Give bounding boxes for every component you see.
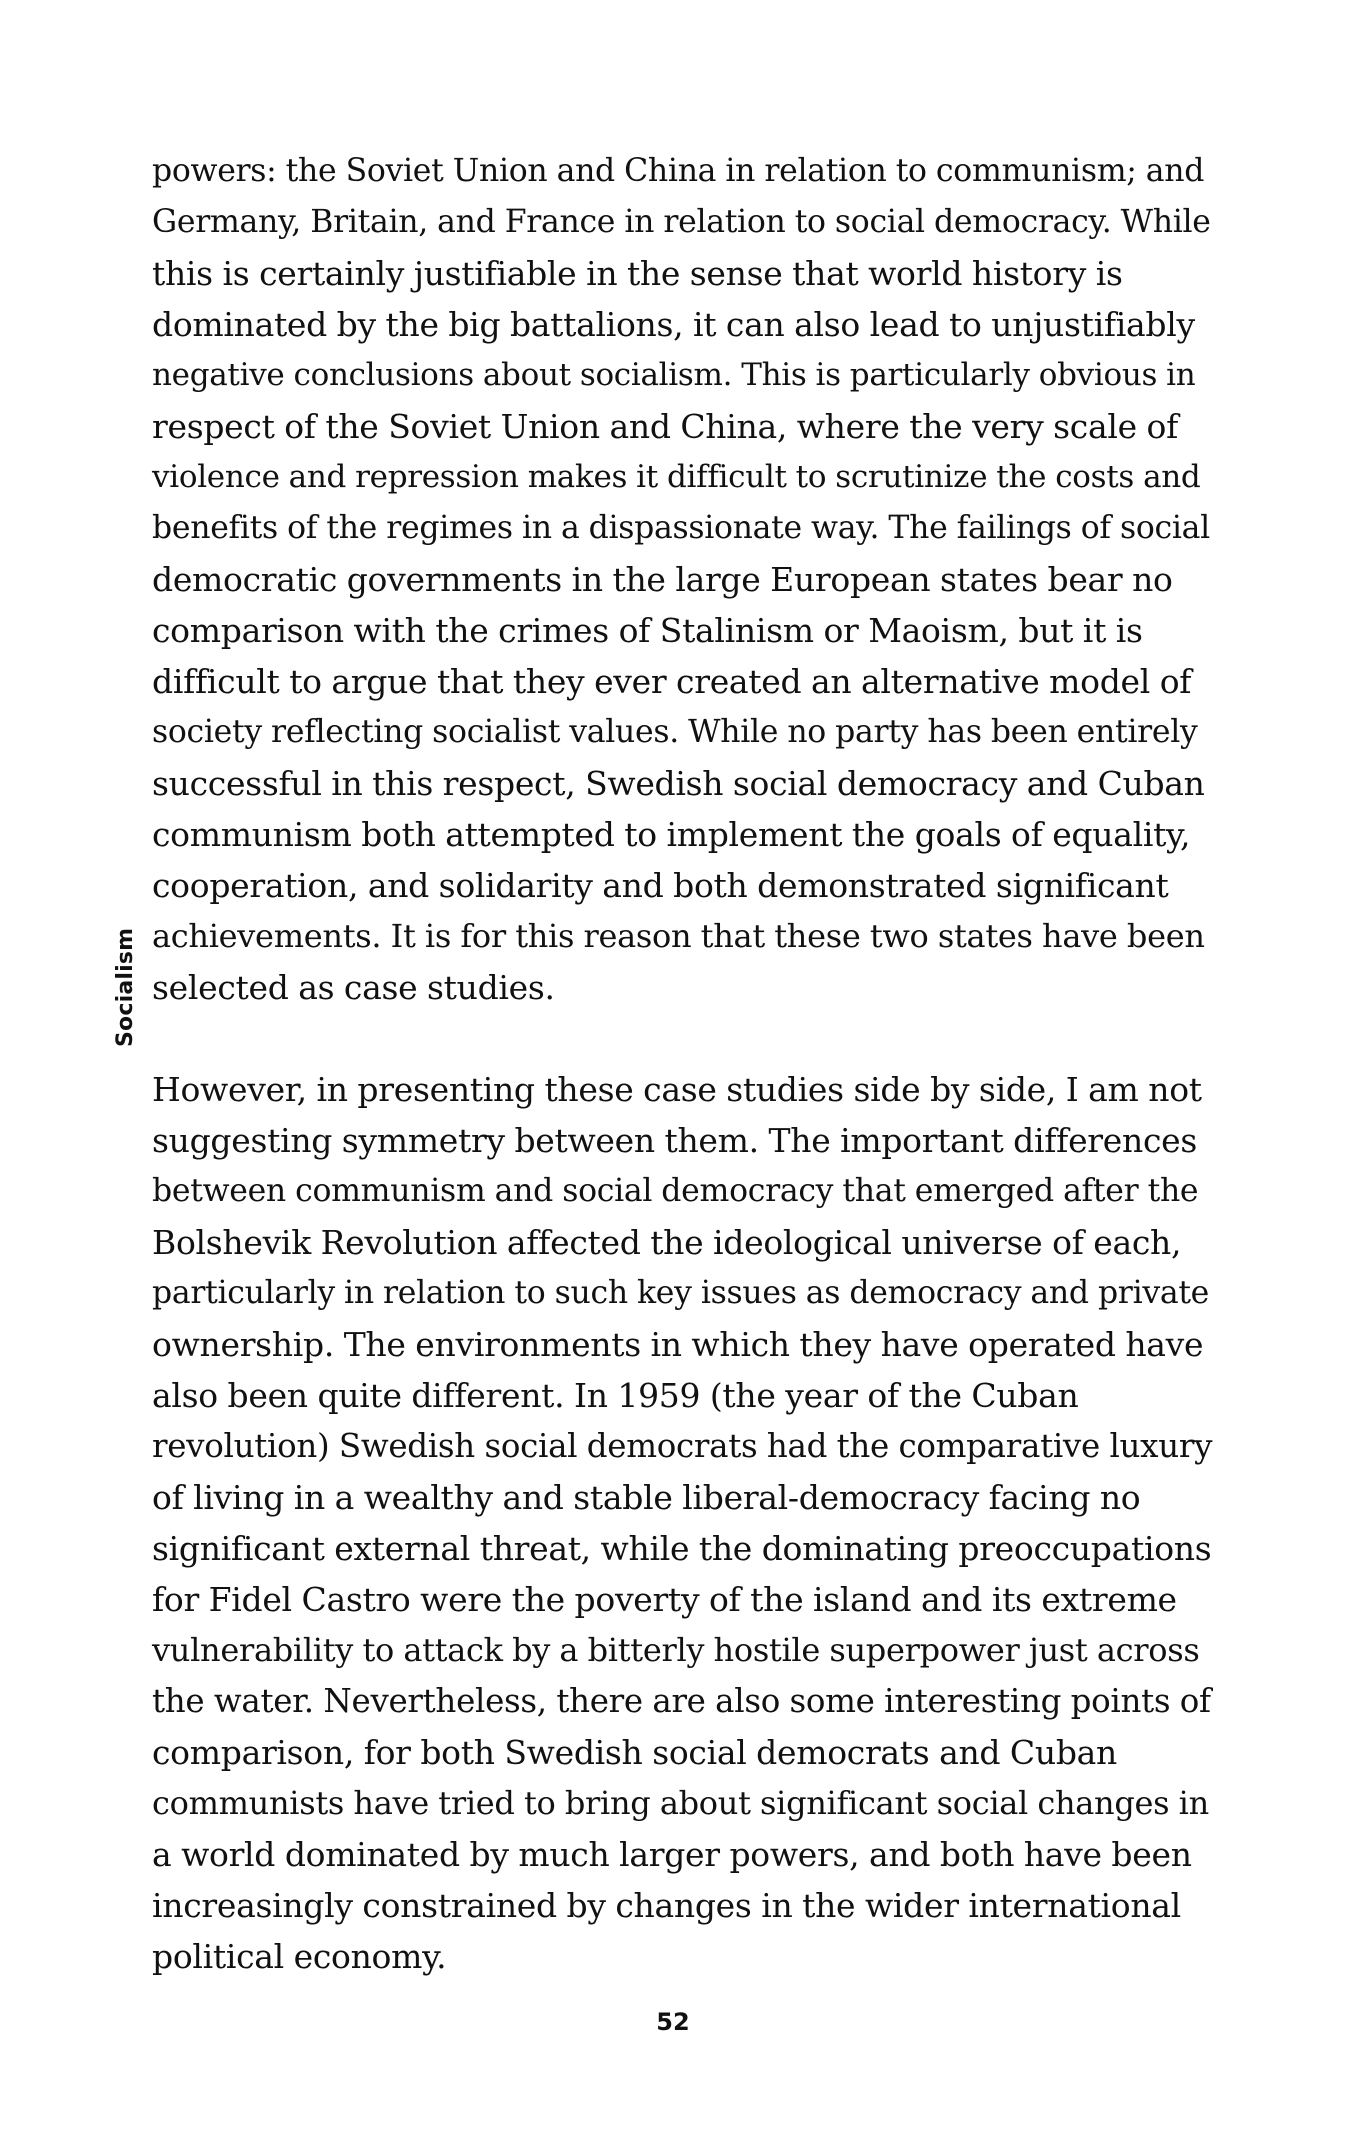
- paragraph-gap: [152, 1013, 1212, 1064]
- text-line: successful in this respect, Swedish social democracy and Cuban: [152, 764, 1205, 803]
- text-line: for Fidel Castro were the poverty of the island and its extreme: [152, 1580, 1177, 1619]
- running-head: Socialism: [113, 927, 138, 1047]
- text-line: society reflecting socialist values. While no party has been entirely: [152, 714, 1198, 750]
- text-line: benefits of the regimes in a dispassionate way. The failings of social: [152, 510, 1210, 546]
- text-line: negative conclusions about socialism. This is particularly obvious in: [152, 357, 1196, 393]
- text-line: respect of the Soviet Union and China, where the very scale of: [152, 407, 1179, 446]
- text-line: Bolshevik Revolution affected the ideological universe of each,: [152, 1223, 1182, 1262]
- text-line: powers: the Soviet Union and China in relation to communism; and: [152, 153, 1205, 189]
- text-line: increasingly constrained by changes in the wider international: [152, 1886, 1181, 1925]
- text-line: communists have tried to bring about significant social changes in: [152, 1784, 1209, 1822]
- paragraph-1: [152, 146, 1212, 1013]
- text-line: political economy.: [152, 1937, 447, 1976]
- text-line: comparison with the crimes of Stalinism or Maoism, but it is: [152, 611, 1143, 650]
- text-line: a world dominated by much larger powers, and both have been: [152, 1835, 1192, 1874]
- body-text: [152, 146, 1212, 1982]
- text-line: this is certainly justifiable in the sense that world history is: [152, 254, 1123, 293]
- text-line: difficult to argue that they ever created an alternative model of: [152, 662, 1192, 701]
- text-line: also been quite different. In 1959 (the year of the Cuban: [152, 1376, 1079, 1415]
- text-line: revolution) Swedish social democrats had the comparative luxury: [152, 1427, 1213, 1465]
- text-line: of living in a wealthy and stable liberal-democracy facing no: [152, 1478, 1141, 1517]
- text-line: the water. Nevertheless, there are also some interesting points of: [152, 1682, 1211, 1720]
- text-line: achievements. It is for this reason that these two states have been: [152, 917, 1205, 955]
- text-line: violence and repression makes it difficult to scrutinize the costs and: [152, 459, 1201, 495]
- text-line: suggesting symmetry between them. The important differences: [152, 1121, 1198, 1160]
- text-line: cooperation, and solidarity and both demonstrated significant: [152, 866, 1169, 905]
- paragraph-2: [152, 1064, 1212, 1982]
- text-line: selected as case studies.: [152, 968, 555, 1007]
- text-line: particularly in relation to such key issues as democracy and private: [152, 1275, 1210, 1311]
- text-line: However, in presenting these case studies side by side, I am not: [152, 1070, 1202, 1109]
- text-line: democratic governments in the large European states bear no: [152, 560, 1173, 599]
- text-line: Germany, Britain, and France in relation to social democracy. While: [152, 204, 1211, 240]
- text-line: dominated by the big battalions, it can also lead to unjustifiably: [152, 305, 1195, 344]
- text-line: significant external threat, while the dominating preoccupations: [152, 1529, 1212, 1568]
- text-line: ownership. The environments in which they have operated have: [152, 1325, 1204, 1364]
- page-number: 52: [656, 2008, 690, 2036]
- text-line: vulnerability to attack by a bitterly hostile superpower just across: [152, 1631, 1200, 1669]
- text-line: communism both attempted to implement the goals of equality,: [152, 815, 1191, 854]
- text-line: comparison, for both Swedish social democrats and Cuban: [152, 1733, 1117, 1772]
- text-line: between communism and social democracy that emerged after the: [152, 1173, 1199, 1209]
